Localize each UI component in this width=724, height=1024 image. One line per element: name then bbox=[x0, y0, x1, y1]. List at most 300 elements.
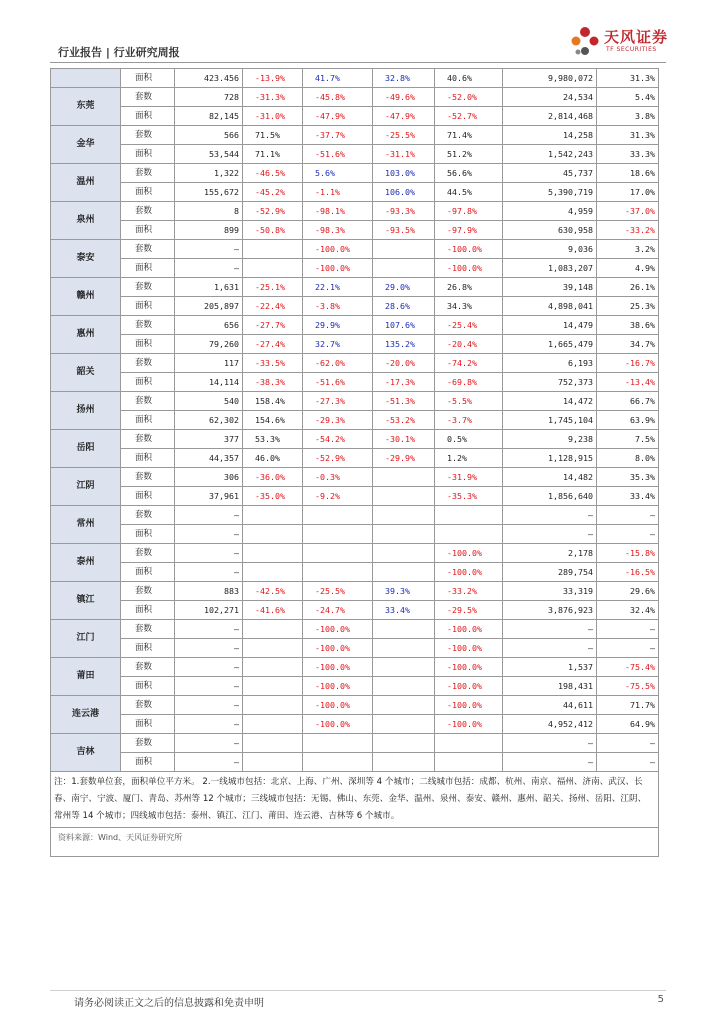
change-cell-c4: -100.0% bbox=[435, 544, 503, 563]
change-cell-c3 bbox=[373, 753, 435, 772]
weekly-value-cell: 306 bbox=[175, 468, 243, 487]
table-body bbox=[51, 69, 659, 857]
cumulative-value-cell: 1,083,207 bbox=[503, 259, 597, 278]
change-cell-c3: -25.5% bbox=[373, 126, 435, 145]
change-cell-c1: -13.9% bbox=[243, 69, 303, 88]
logo-text-en: TF SECURITIES bbox=[606, 46, 657, 53]
yoy-cell: – bbox=[597, 525, 659, 544]
metric-cell: 面积 bbox=[121, 449, 175, 468]
change-cell-c3: 106.0% bbox=[373, 183, 435, 202]
weekly-value-cell: 155,672 bbox=[175, 183, 243, 202]
weekly-value-cell: 53,544 bbox=[175, 145, 243, 164]
yoy-cell: 31.3% bbox=[597, 69, 659, 88]
weekly-value-cell: – bbox=[175, 677, 243, 696]
table-row bbox=[51, 487, 659, 506]
change-cell-c2 bbox=[303, 525, 373, 544]
metric-cell: 套数 bbox=[121, 582, 175, 601]
change-cell-c3: -53.2% bbox=[373, 411, 435, 430]
change-cell-c2 bbox=[303, 563, 373, 582]
weekly-value-cell: 205,897 bbox=[175, 297, 243, 316]
change-cell-c4: -25.4% bbox=[435, 316, 503, 335]
city-cell bbox=[51, 69, 121, 88]
change-cell-c2: -100.0% bbox=[303, 677, 373, 696]
cumulative-value-cell: 9,980,072 bbox=[503, 69, 597, 88]
source-note: 资料来源：Wind、天风证券研究所 bbox=[58, 833, 183, 842]
table-row bbox=[51, 202, 659, 221]
weekly-value-cell: 377 bbox=[175, 430, 243, 449]
cumulative-value-cell: 9,238 bbox=[503, 430, 597, 449]
metric-cell: 套数 bbox=[121, 240, 175, 259]
metric-cell: 套数 bbox=[121, 354, 175, 373]
table-row bbox=[51, 373, 659, 392]
metric-cell: 面积 bbox=[121, 183, 175, 202]
change-cell-c1: 158.4% bbox=[243, 392, 303, 411]
change-cell-c3: -31.1% bbox=[373, 145, 435, 164]
metric-cell: 面积 bbox=[121, 601, 175, 620]
metric-cell: 面积 bbox=[121, 259, 175, 278]
weekly-value-cell: – bbox=[175, 544, 243, 563]
table-row bbox=[51, 696, 659, 715]
change-cell-c4: -74.2% bbox=[435, 354, 503, 373]
change-cell-c3: 28.6% bbox=[373, 297, 435, 316]
cumulative-value-cell: 4,952,412 bbox=[503, 715, 597, 734]
change-cell-c2: -100.0% bbox=[303, 715, 373, 734]
yoy-cell: 25.3% bbox=[597, 297, 659, 316]
weekly-value-cell: 566 bbox=[175, 126, 243, 145]
metric-cell: 套数 bbox=[121, 620, 175, 639]
change-cell-c2: -100.0% bbox=[303, 658, 373, 677]
change-cell-c2 bbox=[303, 544, 373, 563]
cumulative-value-cell: 4,959 bbox=[503, 202, 597, 221]
weekly-value-cell: – bbox=[175, 525, 243, 544]
page-number: 5 bbox=[657, 994, 664, 1005]
cumulative-value-cell: 44,611 bbox=[503, 696, 597, 715]
header-divider bbox=[50, 62, 666, 63]
change-cell-c1: -36.0% bbox=[243, 468, 303, 487]
yoy-cell: 71.7% bbox=[597, 696, 659, 715]
city-cell: 常州 bbox=[51, 506, 121, 544]
table-row bbox=[51, 506, 659, 525]
yoy-cell: -16.5% bbox=[597, 563, 659, 582]
weekly-value-cell: – bbox=[175, 753, 243, 772]
change-cell-c4: -97.9% bbox=[435, 221, 503, 240]
yoy-cell: 29.6% bbox=[597, 582, 659, 601]
change-cell-c4: 51.2% bbox=[435, 145, 503, 164]
change-cell-c3 bbox=[373, 563, 435, 582]
city-cell: 岳阳 bbox=[51, 430, 121, 468]
change-cell-c4: -31.9% bbox=[435, 468, 503, 487]
change-cell-c3: -47.9% bbox=[373, 107, 435, 126]
table-row bbox=[51, 354, 659, 373]
change-cell-c4: -5.5% bbox=[435, 392, 503, 411]
weekly-value-cell: 656 bbox=[175, 316, 243, 335]
change-cell-c3 bbox=[373, 544, 435, 563]
yoy-cell: 63.9% bbox=[597, 411, 659, 430]
change-cell-c1 bbox=[243, 525, 303, 544]
change-cell-c4: -100.0% bbox=[435, 658, 503, 677]
change-cell-c1 bbox=[243, 240, 303, 259]
metric-cell: 套数 bbox=[121, 658, 175, 677]
change-cell-c3 bbox=[373, 715, 435, 734]
cumulative-value-cell: 14,472 bbox=[503, 392, 597, 411]
yoy-cell: 33.4% bbox=[597, 487, 659, 506]
metric-cell: 面积 bbox=[121, 525, 175, 544]
weekly-value-cell: 14,114 bbox=[175, 373, 243, 392]
metric-cell: 套数 bbox=[121, 202, 175, 221]
change-cell-c1: -31.3% bbox=[243, 88, 303, 107]
metric-cell: 面积 bbox=[121, 145, 175, 164]
yoy-cell: -15.8% bbox=[597, 544, 659, 563]
yoy-cell: -37.0% bbox=[597, 202, 659, 221]
yoy-cell: – bbox=[597, 639, 659, 658]
weekly-value-cell: 1,322 bbox=[175, 164, 243, 183]
change-cell-c4: 40.6% bbox=[435, 69, 503, 88]
city-cell: 镇江 bbox=[51, 582, 121, 620]
table-row bbox=[51, 145, 659, 164]
table-row bbox=[51, 620, 659, 639]
cumulative-value-cell: 24,534 bbox=[503, 88, 597, 107]
yoy-cell: -75.5% bbox=[597, 677, 659, 696]
change-cell-c3 bbox=[373, 487, 435, 506]
change-cell-c3 bbox=[373, 639, 435, 658]
change-cell-c1: -38.3% bbox=[243, 373, 303, 392]
table-row bbox=[51, 411, 659, 430]
yoy-cell: 8.0% bbox=[597, 449, 659, 468]
cumulative-value-cell: – bbox=[503, 734, 597, 753]
metric-cell: 套数 bbox=[121, 316, 175, 335]
change-cell-c2: -100.0% bbox=[303, 639, 373, 658]
logo-text-cn: 天风证券 bbox=[604, 28, 669, 46]
weekly-value-cell: – bbox=[175, 639, 243, 658]
metric-cell: 面积 bbox=[121, 335, 175, 354]
change-cell-c3: -93.3% bbox=[373, 202, 435, 221]
change-cell-c1 bbox=[243, 734, 303, 753]
metric-cell: 套数 bbox=[121, 696, 175, 715]
yoy-cell: 32.4% bbox=[597, 601, 659, 620]
change-cell-c1: 71.5% bbox=[243, 126, 303, 145]
weekly-value-cell: 117 bbox=[175, 354, 243, 373]
change-cell-c1 bbox=[243, 544, 303, 563]
city-cell: 江门 bbox=[51, 620, 121, 658]
change-cell-c4: -100.0% bbox=[435, 240, 503, 259]
table-row bbox=[51, 392, 659, 411]
change-cell-c4: 56.6% bbox=[435, 164, 503, 183]
metric-cell: 面积 bbox=[121, 715, 175, 734]
city-cell: 扬州 bbox=[51, 392, 121, 430]
cumulative-value-cell: 1,856,640 bbox=[503, 487, 597, 506]
metric-cell: 面积 bbox=[121, 563, 175, 582]
change-cell-c3 bbox=[373, 506, 435, 525]
yoy-cell: 31.3% bbox=[597, 126, 659, 145]
table-row bbox=[51, 449, 659, 468]
cumulative-value-cell: 1,542,243 bbox=[503, 145, 597, 164]
change-cell-c3 bbox=[373, 525, 435, 544]
cumulative-value-cell: 14,479 bbox=[503, 316, 597, 335]
weekly-value-cell: 728 bbox=[175, 88, 243, 107]
change-cell-c2: 32.7% bbox=[303, 335, 373, 354]
change-cell-c3 bbox=[373, 240, 435, 259]
change-cell-c3: -29.9% bbox=[373, 449, 435, 468]
change-cell-c4 bbox=[435, 506, 503, 525]
table-row bbox=[51, 468, 659, 487]
metric-cell: 套数 bbox=[121, 126, 175, 145]
metric-cell: 面积 bbox=[121, 639, 175, 658]
weekly-value-cell: 44,357 bbox=[175, 449, 243, 468]
change-cell-c2: -98.1% bbox=[303, 202, 373, 221]
cumulative-value-cell: 45,737 bbox=[503, 164, 597, 183]
table-row bbox=[51, 126, 659, 145]
change-cell-c2: -62.0% bbox=[303, 354, 373, 373]
metric-cell: 套数 bbox=[121, 468, 175, 487]
yoy-cell: 66.7% bbox=[597, 392, 659, 411]
change-cell-c1: -27.4% bbox=[243, 335, 303, 354]
weekly-value-cell: – bbox=[175, 240, 243, 259]
change-cell-c1: -42.5% bbox=[243, 582, 303, 601]
change-cell-c1 bbox=[243, 696, 303, 715]
table-row bbox=[51, 658, 659, 677]
table-row bbox=[51, 88, 659, 107]
city-cell: 泰安 bbox=[51, 240, 121, 278]
change-cell-c4: 34.3% bbox=[435, 297, 503, 316]
cumulative-value-cell: 2,178 bbox=[503, 544, 597, 563]
change-cell-c1 bbox=[243, 753, 303, 772]
weekly-value-cell: – bbox=[175, 506, 243, 525]
table-row bbox=[51, 69, 659, 88]
change-cell-c1 bbox=[243, 259, 303, 278]
change-cell-c2: -9.2% bbox=[303, 487, 373, 506]
tf-logo-icon bbox=[568, 24, 602, 58]
change-cell-c3: 103.0% bbox=[373, 164, 435, 183]
table-row bbox=[51, 753, 659, 772]
cumulative-value-cell: – bbox=[503, 506, 597, 525]
change-cell-c4 bbox=[435, 753, 503, 772]
yoy-cell: – bbox=[597, 506, 659, 525]
change-cell-c2: -37.7% bbox=[303, 126, 373, 145]
change-cell-c2: 41.7% bbox=[303, 69, 373, 88]
cumulative-value-cell: 33,319 bbox=[503, 582, 597, 601]
change-cell-c2: -52.9% bbox=[303, 449, 373, 468]
metric-cell: 面积 bbox=[121, 677, 175, 696]
city-cell: 赣州 bbox=[51, 278, 121, 316]
change-cell-c2: -51.6% bbox=[303, 373, 373, 392]
table-row bbox=[51, 183, 659, 202]
change-cell-c3: -20.0% bbox=[373, 354, 435, 373]
weekly-value-cell: 8 bbox=[175, 202, 243, 221]
table-note: 注：1.套数单位套，面积单位平方米。 2.一线城市包括：北京、上海、广州、深圳等 4 个城市；二线城市包括：成都、杭州、南京、福州、济南、武汉、长春、南宁、宁波、厦门、青岛、苏州等 12 个城市；三线城市包括：无锡、佛山、东莞、金华、温州、泉州、泰安、赣州、惠州、韶关、扬州、岳阳、江阴、常州等 14 个城市；四线城市包括：泰州、镇江、江门、莆田、连云港、吉林等 6 个城市。 bbox=[51, 772, 659, 828]
change-cell-c3 bbox=[373, 696, 435, 715]
data-table-wrapper bbox=[50, 68, 658, 857]
change-cell-c4: -100.0% bbox=[435, 563, 503, 582]
table-row bbox=[51, 525, 659, 544]
table-row bbox=[51, 563, 659, 582]
report-header: 行业报告 | 行业研究周报 bbox=[58, 46, 180, 59]
change-cell-c2: 29.9% bbox=[303, 316, 373, 335]
change-cell-c1: 46.0% bbox=[243, 449, 303, 468]
change-cell-c4: -3.7% bbox=[435, 411, 503, 430]
note-row bbox=[51, 772, 659, 828]
weekly-value-cell: – bbox=[175, 715, 243, 734]
city-cell: 东莞 bbox=[51, 88, 121, 126]
change-cell-c3 bbox=[373, 734, 435, 753]
cumulative-value-cell: 289,754 bbox=[503, 563, 597, 582]
table-row bbox=[51, 259, 659, 278]
change-cell-c3: 135.2% bbox=[373, 335, 435, 354]
table-row bbox=[51, 316, 659, 335]
weekly-value-cell: 102,271 bbox=[175, 601, 243, 620]
metric-cell: 面积 bbox=[121, 753, 175, 772]
change-cell-c2: -100.0% bbox=[303, 259, 373, 278]
change-cell-c2: -100.0% bbox=[303, 240, 373, 259]
change-cell-c3: 32.8% bbox=[373, 69, 435, 88]
cumulative-value-cell: – bbox=[503, 753, 597, 772]
change-cell-c4: 1.2% bbox=[435, 449, 503, 468]
change-cell-c2: -27.3% bbox=[303, 392, 373, 411]
change-cell-c2: -25.5% bbox=[303, 582, 373, 601]
change-cell-c4: -33.2% bbox=[435, 582, 503, 601]
cumulative-value-cell: 198,431 bbox=[503, 677, 597, 696]
change-cell-c2: -0.3% bbox=[303, 468, 373, 487]
change-cell-c4: -29.5% bbox=[435, 601, 503, 620]
city-sales-table bbox=[50, 68, 659, 857]
metric-cell: 套数 bbox=[121, 88, 175, 107]
city-cell: 泉州 bbox=[51, 202, 121, 240]
change-cell-c4: 44.5% bbox=[435, 183, 503, 202]
yoy-cell: 3.2% bbox=[597, 240, 659, 259]
change-cell-c2: -29.3% bbox=[303, 411, 373, 430]
yoy-cell: 3.8% bbox=[597, 107, 659, 126]
table-row bbox=[51, 734, 659, 753]
change-cell-c4: -52.0% bbox=[435, 88, 503, 107]
weekly-value-cell: 82,145 bbox=[175, 107, 243, 126]
city-cell: 金华 bbox=[51, 126, 121, 164]
yoy-cell: 4.9% bbox=[597, 259, 659, 278]
change-cell-c3: 107.6% bbox=[373, 316, 435, 335]
company-logo bbox=[568, 22, 678, 62]
change-cell-c4: -100.0% bbox=[435, 620, 503, 639]
change-cell-c3 bbox=[373, 468, 435, 487]
cumulative-value-cell: 5,390,719 bbox=[503, 183, 597, 202]
change-cell-c4: -100.0% bbox=[435, 639, 503, 658]
weekly-value-cell: 79,260 bbox=[175, 335, 243, 354]
change-cell-c3: -17.3% bbox=[373, 373, 435, 392]
change-cell-c1: -22.4% bbox=[243, 297, 303, 316]
table-row bbox=[51, 582, 659, 601]
change-cell-c1: -41.6% bbox=[243, 601, 303, 620]
change-cell-c1: -52.9% bbox=[243, 202, 303, 221]
change-cell-c1 bbox=[243, 563, 303, 582]
change-cell-c1: -50.8% bbox=[243, 221, 303, 240]
weekly-value-cell: – bbox=[175, 259, 243, 278]
change-cell-c4 bbox=[435, 734, 503, 753]
change-cell-c1: -35.0% bbox=[243, 487, 303, 506]
city-cell: 温州 bbox=[51, 164, 121, 202]
cumulative-value-cell: 630,958 bbox=[503, 221, 597, 240]
change-cell-c1: -45.2% bbox=[243, 183, 303, 202]
yoy-cell: 26.1% bbox=[597, 278, 659, 297]
table-row bbox=[51, 639, 659, 658]
change-cell-c1 bbox=[243, 677, 303, 696]
change-cell-c2: -3.8% bbox=[303, 297, 373, 316]
yoy-cell: 17.0% bbox=[597, 183, 659, 202]
change-cell-c1: 53.3% bbox=[243, 430, 303, 449]
change-cell-c3 bbox=[373, 658, 435, 677]
yoy-cell: 18.6% bbox=[597, 164, 659, 183]
weekly-value-cell: – bbox=[175, 696, 243, 715]
change-cell-c1: 154.6% bbox=[243, 411, 303, 430]
yoy-cell: 33.3% bbox=[597, 145, 659, 164]
yoy-cell: – bbox=[597, 734, 659, 753]
change-cell-c4: -97.8% bbox=[435, 202, 503, 221]
table-row bbox=[51, 430, 659, 449]
cumulative-value-cell: 14,258 bbox=[503, 126, 597, 145]
change-cell-c1 bbox=[243, 639, 303, 658]
change-cell-c2 bbox=[303, 506, 373, 525]
cumulative-value-cell: 4,898,041 bbox=[503, 297, 597, 316]
change-cell-c1 bbox=[243, 506, 303, 525]
change-cell-c4: -100.0% bbox=[435, 715, 503, 734]
table-row bbox=[51, 221, 659, 240]
weekly-value-cell: 37,961 bbox=[175, 487, 243, 506]
change-cell-c4 bbox=[435, 525, 503, 544]
cumulative-value-cell: 752,373 bbox=[503, 373, 597, 392]
change-cell-c4: 0.5% bbox=[435, 430, 503, 449]
change-cell-c1 bbox=[243, 715, 303, 734]
change-cell-c2: -98.3% bbox=[303, 221, 373, 240]
yoy-cell: 34.7% bbox=[597, 335, 659, 354]
yoy-cell: 7.5% bbox=[597, 430, 659, 449]
change-cell-c1: -27.7% bbox=[243, 316, 303, 335]
change-cell-c2: -47.9% bbox=[303, 107, 373, 126]
footer-divider bbox=[50, 990, 666, 991]
change-cell-c2: -54.2% bbox=[303, 430, 373, 449]
change-cell-c1: -31.0% bbox=[243, 107, 303, 126]
change-cell-c4: 26.8% bbox=[435, 278, 503, 297]
change-cell-c4: -35.3% bbox=[435, 487, 503, 506]
change-cell-c2: 22.1% bbox=[303, 278, 373, 297]
city-cell: 惠州 bbox=[51, 316, 121, 354]
table-row bbox=[51, 335, 659, 354]
cumulative-value-cell: 9,036 bbox=[503, 240, 597, 259]
change-cell-c1: -46.5% bbox=[243, 164, 303, 183]
table-row bbox=[51, 240, 659, 259]
table-row bbox=[51, 715, 659, 734]
cumulative-value-cell: 3,876,923 bbox=[503, 601, 597, 620]
cumulative-value-cell: 1,537 bbox=[503, 658, 597, 677]
metric-cell: 面积 bbox=[121, 107, 175, 126]
weekly-value-cell: – bbox=[175, 658, 243, 677]
change-cell-c1 bbox=[243, 658, 303, 677]
cumulative-value-cell: – bbox=[503, 525, 597, 544]
city-cell: 泰州 bbox=[51, 544, 121, 582]
change-cell-c2: -100.0% bbox=[303, 620, 373, 639]
change-cell-c2: -24.7% bbox=[303, 601, 373, 620]
change-cell-c2: -1.1% bbox=[303, 183, 373, 202]
table-row bbox=[51, 601, 659, 620]
change-cell-c1: 71.1% bbox=[243, 145, 303, 164]
footer-disclaimer: 请务必阅读正文之后的信息披露和免责申明 bbox=[74, 998, 264, 1009]
metric-cell: 套数 bbox=[121, 392, 175, 411]
yoy-cell: -75.4% bbox=[597, 658, 659, 677]
city-cell: 莆田 bbox=[51, 658, 121, 696]
change-cell-c4: -69.8% bbox=[435, 373, 503, 392]
metric-cell: 面积 bbox=[121, 297, 175, 316]
table-row bbox=[51, 544, 659, 563]
weekly-value-cell: 540 bbox=[175, 392, 243, 411]
weekly-value-cell: – bbox=[175, 620, 243, 639]
yoy-cell: 5.4% bbox=[597, 88, 659, 107]
change-cell-c3: 39.3% bbox=[373, 582, 435, 601]
cumulative-value-cell: – bbox=[503, 639, 597, 658]
